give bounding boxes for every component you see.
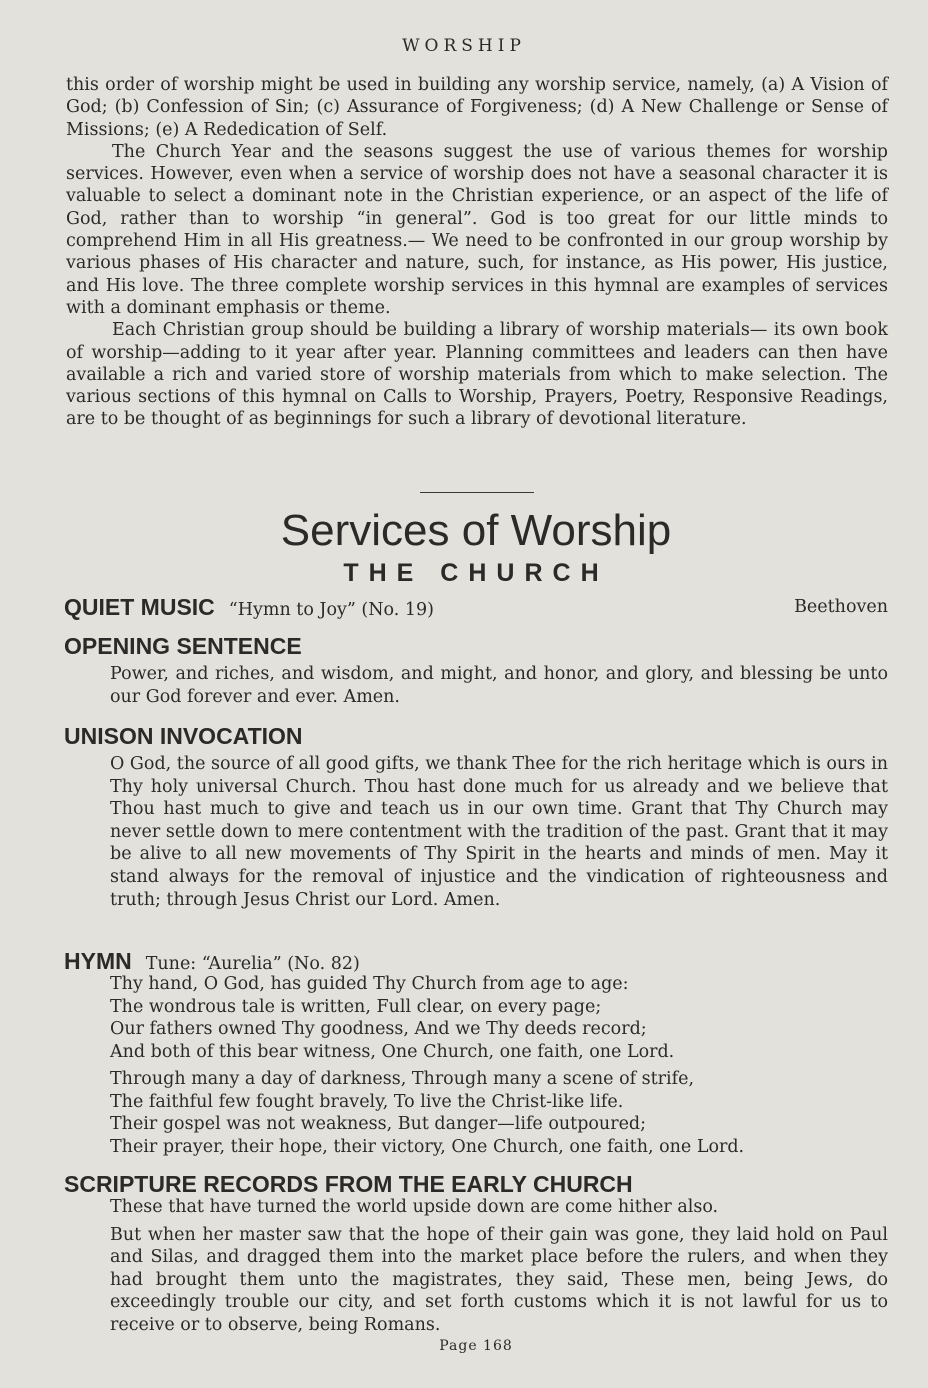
running-head: WORSHIP bbox=[402, 36, 526, 56]
hymn-verses bbox=[110, 973, 888, 1158]
hymn-line: Our fathers owned Thy goodness, And we Thy deeds record; bbox=[110, 1019, 647, 1039]
intro-paragraph: this order of worship might be used in building any worship service, namely, (a) A Vision of God; (b) Confession of Sin; (c) Assurance of Forgiveness; (d) A New Challenge or Sense of Missions; (e) A Rededication of Self. bbox=[66, 75, 888, 140]
scripture-paragraph: These that have turned the world upside down are come hither also. bbox=[110, 1197, 719, 1217]
quiet-music-heading bbox=[64, 593, 434, 624]
hymn-line: Thy hand, O God, has guided Thy Church from age to age: bbox=[110, 974, 629, 994]
service-title: THE CHURCH bbox=[343, 559, 609, 587]
hymn-line: Their prayer, their hope, their victory, One Church, one faith, one Lord. bbox=[110, 1136, 745, 1157]
unison-invocation-heading: UNISON INVOCATION bbox=[64, 723, 303, 749]
opening-sentence-heading: OPENING SENTENCE bbox=[64, 633, 302, 659]
hymn-line: The wondrous tale is written, Full clear, on every page; bbox=[110, 996, 602, 1017]
hymn-stanza bbox=[110, 973, 888, 1063]
hymn-line: And both of this bear witness, One Church, one faith, one Lord. bbox=[110, 1041, 675, 1062]
unison-invocation-text bbox=[110, 753, 888, 911]
section-divider bbox=[420, 492, 534, 493]
intro-text bbox=[66, 74, 888, 431]
intro-paragraph: Each Christian group should be building a library of worship materials— its own book of worship—adding to it year after year. Planning committees and leaders can then have available a rich and varied store of worship materials from which to make selection. The various sections of this hymnal on Calls to Worship, Prayers, Poetry, Responsive Readings, are to be thought of as beginnings for such a library of devotional literature. bbox=[66, 320, 888, 430]
hymn-line: Through many a day of darkness, Through many a scene of strife, bbox=[110, 1069, 695, 1089]
hymn-tune: Tune: “Aurelia” (No. 82) bbox=[145, 954, 360, 974]
quiet-music-detail: “Hymn to Joy” (No. 19) bbox=[228, 600, 434, 620]
opening-sentence-text bbox=[110, 663, 888, 708]
unison-invocation-paragraph: O God, the source of all good gifts, we thank Thee for the rich heritage which is ours in Thy holy universal Church. Thou hast done much for us already and we believe that Thou hast much to give and teach us in our own time. Grant that Thy Church may never settle down to mere contentment with the tradition of the past. Grant that it may be alive to all new movements of Thy Spirit in the hearts and minds of men. May it stand always for the removal of injustice and the vindication of righteousness and truth; through Jesus Christ our Lord. Amen. bbox=[110, 754, 888, 910]
scripture-heading: SCRIPTURE RECORDS FROM THE EARLY CHURCH bbox=[64, 1171, 633, 1197]
hymn-stanza bbox=[110, 1068, 888, 1158]
quiet-music-label: QUIET MUSIC bbox=[64, 594, 215, 620]
section-title: Services of Worship bbox=[280, 506, 672, 555]
scripture-text bbox=[110, 1196, 888, 1337]
scripture-paragraph: But when her master saw that the hope of their gain was gone, they laid hold on Paul and Silas, and dragged them into the market place before the rulers, and when they had brought them unto the magistrates, they said, These men, being Jews, do exceedingly trouble our city, and set forth customs which it is not lawful for us to receive or to observe, being Romans. bbox=[110, 1224, 888, 1335]
composer: Beethoven bbox=[794, 597, 888, 617]
hymn-line: Their gospel was not weakness, But danger—life outpoured; bbox=[110, 1114, 647, 1134]
hymn-label: HYMN bbox=[64, 948, 132, 974]
page-number: Page 168 bbox=[439, 1338, 513, 1354]
hymn-line: The faithful few fought bravely, To live the Christ-like life. bbox=[110, 1091, 624, 1112]
intro-paragraph: The Church Year and the seasons suggest the use of various themes for worship services. However, even when a service of worship does not have a seasonal character it is valuable to select a dominant note in the Christian experience, or an aspect of the life of God, rather than to worship “in general”. God is too great for our little minds to comprehend Him in all His greatness.— We need to be confronted in our group worship by various phases of His character and nature, such, for instance, as His power, His justice, and His love. The three complete worship services in this hymnal are examples of services with a dominant emphasis or theme. bbox=[66, 141, 888, 318]
opening-sentence-paragraph: Power, and riches, and wisdom, and might, and honor, and glory, and blessing be unto our God forever and ever. Amen. bbox=[110, 664, 888, 707]
